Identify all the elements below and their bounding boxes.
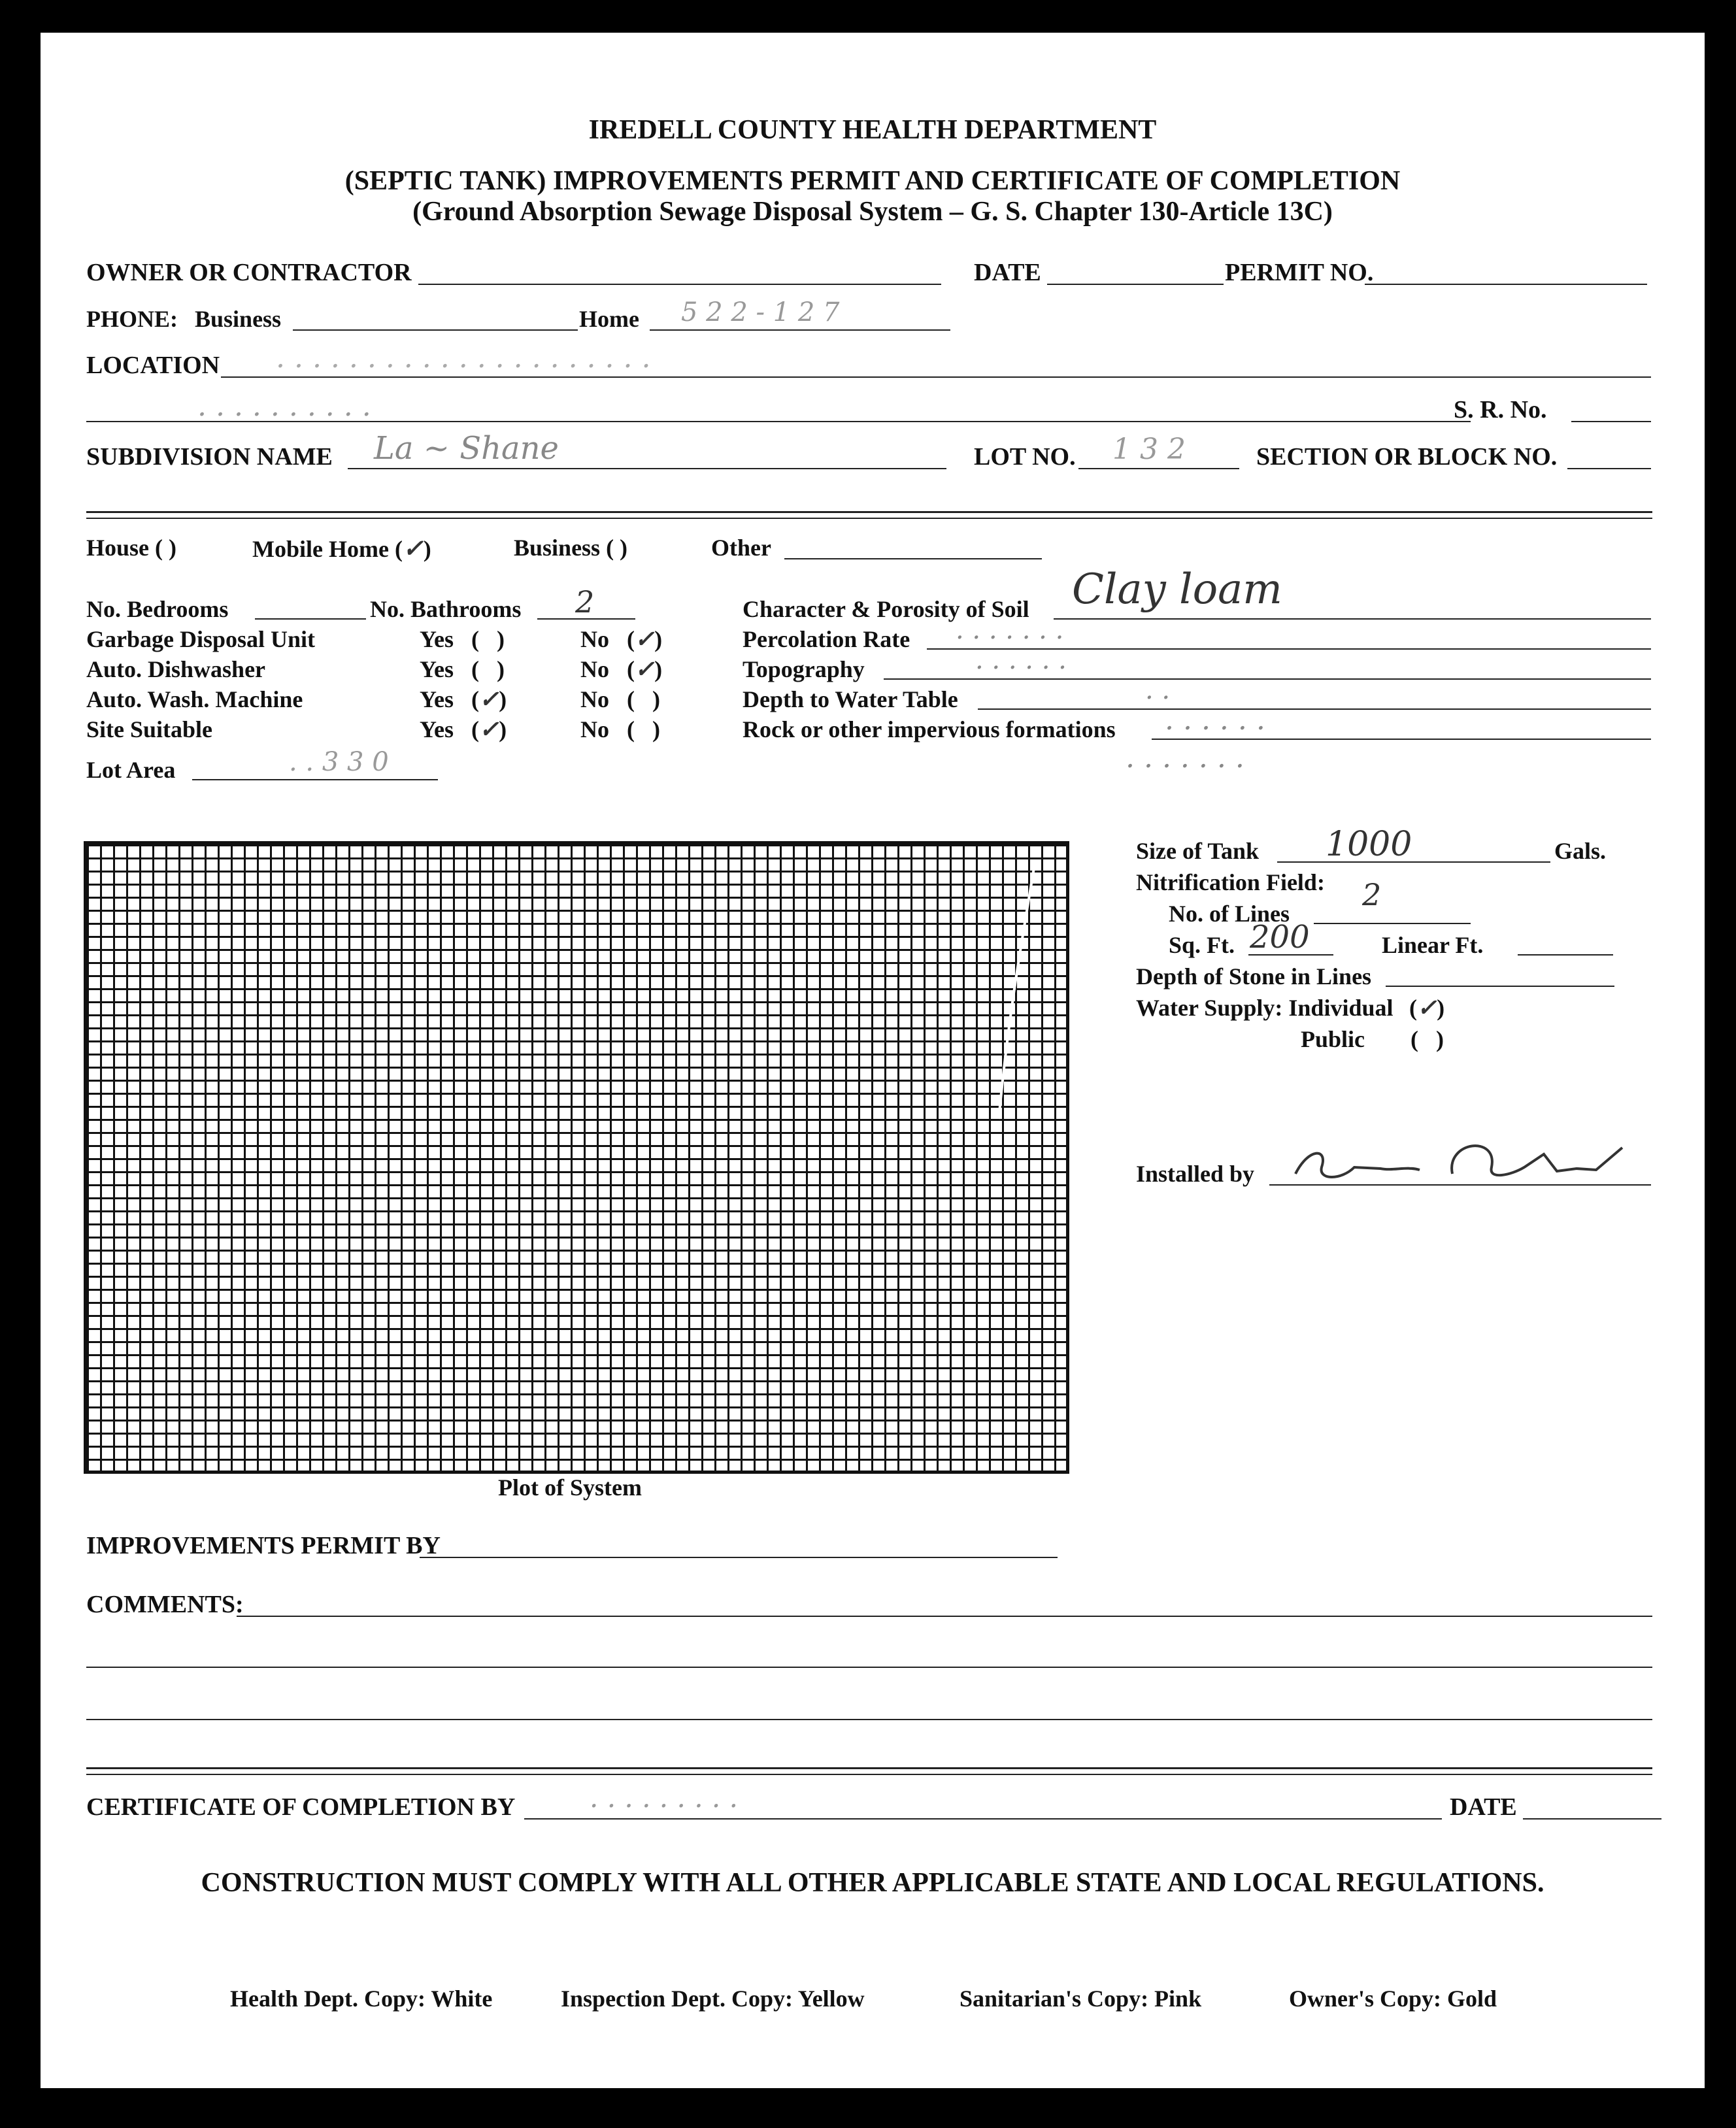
paren-close: ) — [497, 626, 505, 652]
lines-field[interactable] — [1314, 923, 1471, 924]
sqft-value: 200 — [1250, 919, 1310, 956]
plot-caption: Plot of System — [498, 1474, 642, 1501]
divider-top-thin — [86, 518, 1652, 519]
handwritten-subdivision: La ~ Shane — [374, 430, 559, 467]
subdivision-label: SUBDIVISION NAME — [86, 443, 333, 471]
garbage-yes[interactable] — [420, 627, 505, 651]
owner-label: OWNER OR CONTRACTOR — [86, 259, 412, 286]
copy-health: Health Dept. Copy: White — [230, 1986, 493, 2012]
paren-close: ) — [1436, 1026, 1444, 1052]
phone-home-label: Home — [579, 306, 639, 332]
paren-close: ) — [1437, 995, 1445, 1021]
yes-label: Yes — [420, 716, 454, 742]
paren-close: ) — [654, 656, 663, 682]
site-suitable-yes[interactable] — [420, 718, 507, 741]
section-block-label: SECTION OR BLOCK NO. — [1256, 443, 1558, 471]
yes-label: Yes — [420, 686, 454, 712]
certificate-field[interactable] — [524, 1818, 1442, 1820]
paren-open: ( — [471, 656, 479, 682]
sr-no-label: S. R. No. — [1454, 396, 1547, 424]
bathrooms-value: 2 — [575, 584, 595, 620]
handwritten-rock-2: . . . . . . . — [1126, 741, 1244, 774]
lot-no-label: LOT NO. — [974, 443, 1076, 471]
bedrooms-label: No. Bedrooms — [86, 596, 229, 622]
rock-formations-label: Rock or other impervious formations — [743, 716, 1116, 742]
regulations-notice: CONSTRUCTION MUST COMPLY WITH ALL OTHER APPLICABLE STATE AND LOCAL REGULATIONS. — [201, 1868, 1544, 1898]
paren-open: ( — [627, 686, 635, 712]
phone-business-field[interactable] — [293, 329, 578, 331]
no-label: No — [580, 716, 609, 742]
comments-field-2[interactable] — [86, 1667, 1652, 1668]
water-individual-check: ✓ — [1417, 994, 1437, 1022]
depth-water-label: Depth to Water Table — [743, 686, 958, 712]
depth-water-field[interactable] — [978, 708, 1651, 710]
lines-value: 2 — [1362, 877, 1382, 912]
stone-depth-label: Depth of Stone in Lines — [1136, 963, 1372, 989]
paren-open: ( — [627, 656, 635, 682]
sqft-label: Sq. Ft. — [1169, 932, 1235, 958]
dishwasher-no-check: ✓ — [635, 656, 655, 683]
no-label: No — [580, 626, 609, 652]
bedrooms-field[interactable] — [255, 618, 366, 620]
nitrification-label: Nitrification Field: — [1136, 869, 1325, 895]
water-public-label: Public — [1301, 1026, 1365, 1052]
site-suitable-no[interactable] — [580, 718, 660, 741]
department-title: IREDELL COUNTY HEALTH DEPARTMENT — [588, 115, 1157, 145]
copy-inspection: Inspection Dept. Copy: Yellow — [561, 1986, 865, 2012]
linear-ft-field[interactable] — [1518, 954, 1613, 956]
owner-field[interactable] — [418, 284, 941, 285]
phone-business-label: Business — [195, 306, 282, 332]
topography-field[interactable] — [884, 678, 1651, 680]
site-suitable-label: Site Suitable — [86, 716, 213, 742]
installer-signature — [1282, 1128, 1648, 1193]
dishwasher-yes[interactable] — [420, 657, 505, 681]
paren-open: ( — [471, 716, 479, 742]
paren-open: ( — [471, 686, 479, 712]
yes-label: Yes — [420, 656, 454, 682]
certificate-label: CERTIFICATE OF COMPLETION BY — [86, 1793, 516, 1821]
bathrooms-label: No. Bathrooms — [370, 596, 522, 622]
handwritten-lot-no: 1 3 2 — [1112, 433, 1186, 466]
garbage-disposal-label: Garbage Disposal Unit — [86, 626, 316, 652]
yes-label: Yes — [420, 626, 454, 652]
permit-no-field[interactable] — [1365, 284, 1647, 285]
handwritten-rock: . . . . . . — [1165, 703, 1265, 737]
other-field[interactable] — [784, 558, 1042, 559]
gals-label: Gals. — [1554, 838, 1607, 864]
plot-sketch — [87, 844, 1066, 1471]
cert-date-label: DATE — [1450, 1793, 1517, 1821]
paren-open: ( — [1410, 1026, 1418, 1052]
comments-field-3[interactable] — [86, 1719, 1652, 1720]
no-label: No — [580, 686, 609, 712]
dishwasher-label: Auto. Dishwasher — [86, 656, 266, 682]
tank-size-value: 1000 — [1326, 825, 1412, 864]
divider-top — [86, 511, 1652, 513]
tank-size-field[interactable] — [1277, 861, 1550, 863]
wash-machine-yes[interactable] — [420, 688, 507, 711]
sr-no-field[interactable] — [1571, 421, 1651, 422]
paren-open: ( — [1409, 995, 1417, 1021]
handwritten-certificate: . . . . . . . . . — [590, 1782, 738, 1814]
paren-close: ) — [652, 686, 660, 712]
date-label: DATE — [974, 259, 1041, 286]
comments-label: COMMENTS: — [86, 1591, 244, 1618]
lot-area-label: Lot Area — [86, 757, 176, 783]
paren-open: ( — [627, 716, 635, 742]
permit-no-label: PERMIT NO. — [1225, 259, 1374, 286]
sketch-line — [999, 864, 1035, 1119]
lines-label: No. of Lines — [1169, 901, 1290, 927]
mobile-home-label: Mobile Home ( — [252, 536, 403, 562]
permit-form — [41, 33, 1705, 2088]
permit-by-label: IMPROVEMENTS PERMIT BY — [86, 1532, 441, 1559]
form-title: (SEPTIC TANK) IMPROVEMENTS PERMIT AND CERTIFICATE OF COMPLETION — [344, 166, 1401, 196]
cert-date-field[interactable] — [1523, 1818, 1661, 1820]
water-individual-option[interactable] — [1409, 996, 1444, 1020]
tank-size-label: Size of Tank — [1136, 838, 1260, 864]
copy-sanitarian: Sanitarian's Copy: Pink — [960, 1986, 1202, 2012]
handwritten-percolation: . . . . . . . — [956, 615, 1064, 645]
mobile-home-close: ) — [423, 536, 431, 562]
copy-owner: Owner's Copy: Gold — [1289, 1986, 1497, 2012]
rock-formations-field[interactable] — [1152, 739, 1651, 740]
handwritten-lot-area: . . 3 3 0 — [289, 747, 389, 777]
percolation-label: Percolation Rate — [743, 626, 910, 652]
water-individual-label: Water Supply: Individual — [1136, 995, 1394, 1021]
subdivision-field[interactable] — [348, 468, 946, 469]
mobile-home-check: ✓ — [402, 533, 424, 563]
site-suitable-yes-check: ✓ — [479, 716, 499, 743]
phone-home-field[interactable] — [650, 329, 950, 331]
date-field[interactable] — [1047, 284, 1224, 285]
paren-open: ( — [627, 626, 635, 652]
handwritten-topography: . . . . . . — [975, 645, 1067, 675]
soil-character-value: Clay loam — [1072, 565, 1282, 614]
wash-machine-no[interactable] — [580, 688, 660, 711]
phone-label: PHONE: — [86, 306, 178, 332]
divider-bottom-thin — [86, 1774, 1652, 1775]
house-option[interactable]: House ( ) — [86, 535, 176, 561]
soil-character-field[interactable] — [1054, 618, 1651, 620]
comments-field-1[interactable] — [237, 1616, 1652, 1617]
lot-no-field[interactable] — [1078, 468, 1239, 469]
location-field-1[interactable] — [221, 376, 1651, 378]
handwritten-location-1: . . . . . . . . . . . . . . . . . . . . . — [276, 341, 651, 374]
no-label: No — [580, 656, 609, 682]
topography-label: Topography — [743, 656, 865, 682]
permit-by-field[interactable] — [420, 1557, 1058, 1558]
plot-of-system-grid — [84, 841, 1069, 1474]
stone-depth-field[interactable] — [1386, 986, 1614, 987]
soil-character-label: Character & Porosity of Soil — [743, 596, 1029, 622]
dishwasher-no[interactable] — [580, 657, 662, 681]
garbage-no-check: ✓ — [635, 625, 655, 653]
business-option[interactable]: Business ( ) — [514, 535, 628, 561]
paren-close: ) — [499, 686, 507, 712]
paren-close: ) — [497, 656, 505, 682]
divider-bottom — [86, 1767, 1652, 1769]
paren-close: ) — [654, 626, 663, 652]
mobile-home-option[interactable] — [252, 533, 431, 563]
section-block-field[interactable] — [1567, 468, 1651, 469]
form-subtitle: (Ground Absorption Sewage Disposal System – G. S. Chapter 130-Article 13C) — [412, 197, 1333, 227]
linear-ft-label: Linear Ft. — [1382, 932, 1484, 958]
paren-close: ) — [499, 716, 507, 742]
handwritten-phone-home: 5 2 2 - 1 2 7 — [681, 297, 840, 327]
water-public-option[interactable] — [1410, 1027, 1444, 1051]
garbage-no[interactable] — [580, 627, 662, 651]
installed-by-label: Installed by — [1136, 1161, 1255, 1187]
paren-open: ( — [471, 626, 479, 652]
handwritten-depth-water: . . — [1145, 675, 1171, 705]
paren-close: ) — [652, 716, 660, 742]
wash-machine-yes-check: ✓ — [479, 686, 499, 713]
lot-area-field[interactable] — [192, 779, 438, 780]
wash-machine-label: Auto. Wash. Machine — [86, 686, 303, 712]
handwritten-location-2: . . . . . . . . . . — [197, 390, 371, 423]
location-label: LOCATION — [86, 352, 220, 379]
other-label: Other — [711, 535, 771, 561]
